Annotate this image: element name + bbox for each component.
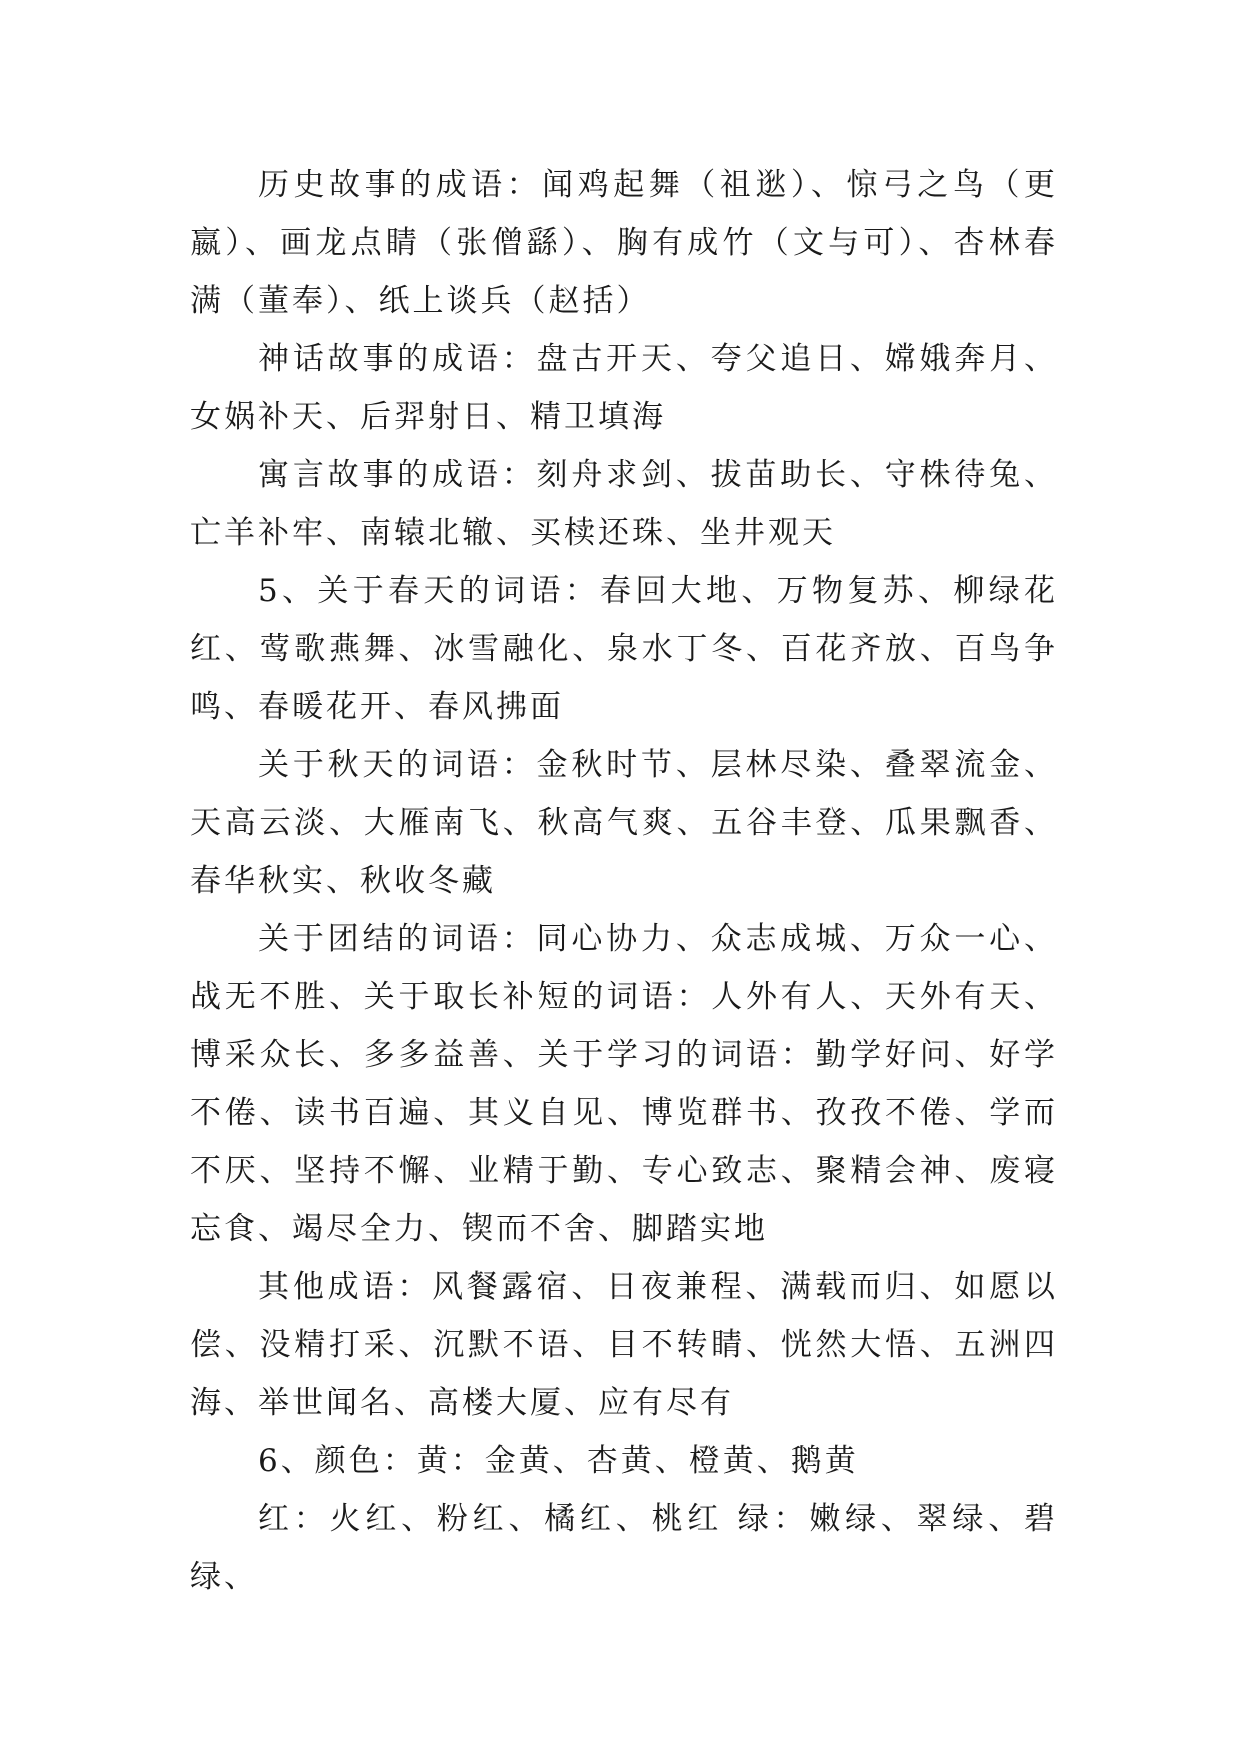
paragraph-fable-idioms: 寓言故事的成语：刻舟求剑、拔苗助长、守株待兔、亡羊补牢、南辕北辙、买椟还珠、坐井观天 (190, 457, 1058, 551)
paragraph-autumn-words: 关于秋天的词语：金秋时节、层林尽染、叠翠流金、天高云淡、大雁南飞、秋高气爽、五谷丰登、瓜果飘香、春华秋实、秋收冬藏 (190, 747, 1058, 899)
document-body (190, 156, 1058, 1606)
paragraph-myth-idioms: 神话故事的成语：盘古开天、夸父追日、嫦娥奔月、女娲补天、后羿射日、精卫填海 (190, 341, 1058, 435)
paragraph-other-idioms: 其他成语：风餐露宿、日夜兼程、满载而归、如愿以偿、没精打采、沉默不语、目不转睛、恍然大悟、五洲四海、举世闻名、高楼大厦、应有尽有 (190, 1269, 1058, 1421)
paragraph-historical-idioms: 历史故事的成语：闻鸡起舞（祖逖）、惊弓之鸟（更嬴）、画龙点睛（张僧繇）、胸有成竹（文与可）、杏林春满（董奉）、纸上谈兵（赵括） (190, 167, 1058, 319)
paragraph-colors-red-green: 红：火红、粉红、橘红、桃红 绿：嫩绿、翠绿、碧绿、 (190, 1501, 1058, 1595)
paragraph-colors-yellow: 6、颜色：黄：金黄、杏黄、橙黄、鹅黄 (258, 1443, 859, 1479)
paragraph-spring-words: 5、关于春天的词语：春回大地、万物复苏、柳绿花红、莺歌燕舞、冰雪融化、泉水丁冬、百花齐放、百鸟争鸣、春暖花开、春风拂面 (190, 573, 1058, 725)
paragraph-unity-study-words: 关于团结的词语：同心协力、众志成城、万众一心、战无不胜、关于取长补短的词语：人外有人、天外有天、博采众长、多多益善、关于学习的词语：勤学好问、好学不倦、读书百遍、其义自见、博览群书、孜孜不倦、学而不厌、坚持不懈、业精于勤、专心致志、聚精会神、废寝忘食、竭尽全力、锲而不舍、脚踏实地 (190, 921, 1058, 1247)
